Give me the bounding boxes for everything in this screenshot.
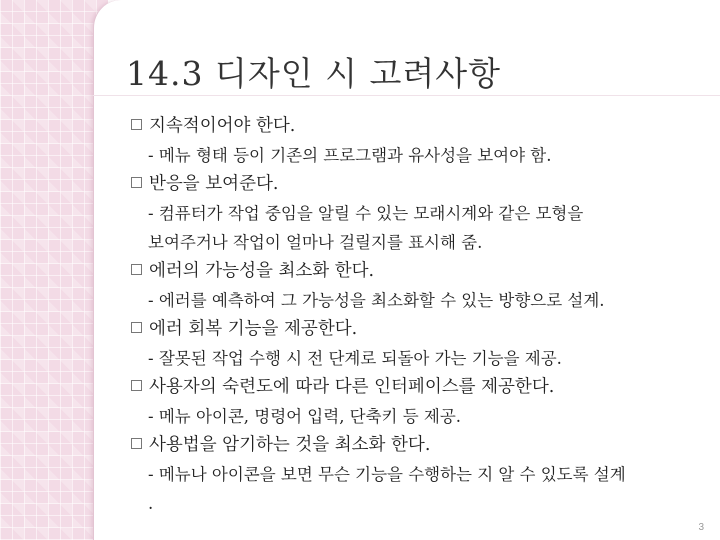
item-text: 에러의 가능성을 최소화 한다.: [149, 261, 375, 281]
decorative-left-band: [0, 0, 108, 540]
list-item: [131, 431, 706, 518]
item-text: 지속적이어야 한다.: [149, 116, 296, 136]
page-number: 3: [698, 522, 704, 533]
list-item: [131, 315, 706, 373]
square-bullet-icon: [131, 177, 142, 188]
bullet-list: [131, 112, 706, 518]
item-text: 반응을 보여준다.: [149, 174, 279, 194]
item-text: 사용법을 암기하는 것을 최소화 한다.: [149, 435, 431, 455]
item-detail: .: [148, 494, 154, 513]
item-detail: - 컴퓨터가 작업 중임을 알릴 수 있는 모래시계와 같은 모형을: [148, 204, 584, 223]
list-item: [131, 112, 706, 170]
square-bullet-icon: [131, 119, 142, 130]
title-divider: [93, 95, 720, 96]
item-text: 사용자의 숙련도에 따라 다른 인터페이스를 제공한다.: [149, 377, 555, 397]
slide-title: 14.3 디자인 시 고려사항: [126, 54, 501, 93]
item-detail: - 메뉴 형태 등이 기존의 프로그램과 유사성을 보여야 함.: [148, 146, 552, 165]
item-detail: 보여주거나 작업이 얼마나 걸릴지를 표시해 줌.: [148, 233, 483, 252]
list-item: [131, 373, 706, 431]
square-bullet-icon: [131, 380, 142, 391]
square-bullet-icon: [131, 322, 142, 333]
square-bullet-icon: [131, 264, 142, 275]
list-item: [131, 170, 706, 257]
item-detail: - 에러를 예측하여 그 가능성을 최소화할 수 있는 방향으로 설계.: [148, 291, 605, 310]
item-text: 에러 회복 기능을 제공한다.: [149, 319, 358, 339]
item-detail: - 잘못된 작업 수행 시 전 단계로 되돌아 가는 기능을 제공.: [148, 349, 562, 368]
list-item: [131, 257, 706, 315]
item-detail: - 메뉴 아이콘, 명령어 입력, 단축키 등 제공.: [148, 407, 462, 426]
square-bullet-icon: [131, 438, 142, 449]
item-detail: - 메뉴나 아이콘을 보면 무슨 기능을 수행하는 지 알 수 있도록 설계: [148, 465, 626, 484]
